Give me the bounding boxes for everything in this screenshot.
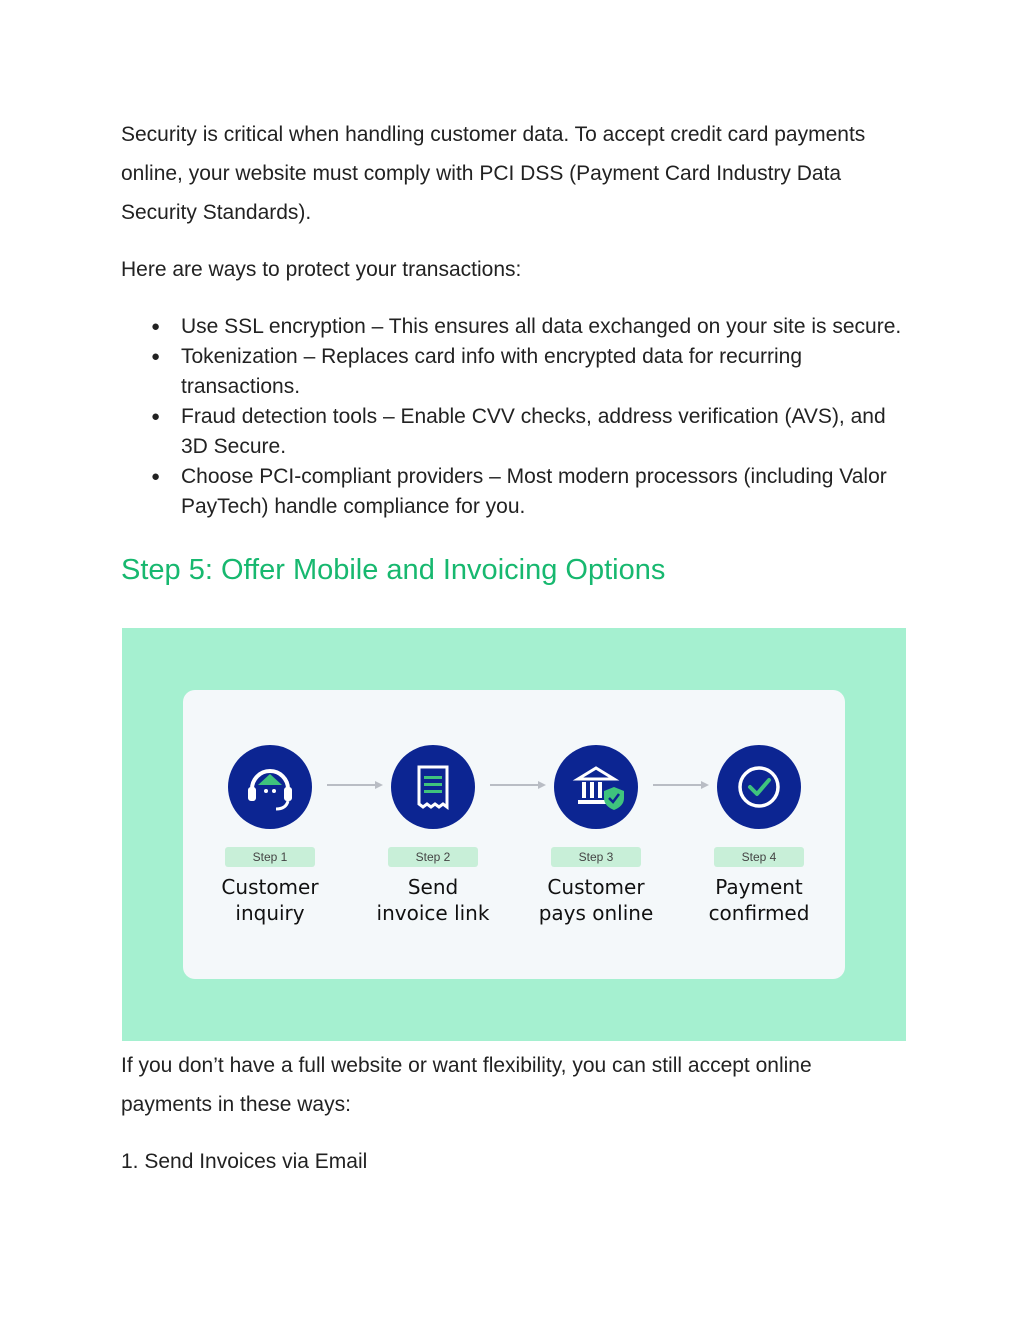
intro-paragraph: Security is critical when handling customer data. To accept credit card payments online, your website must comply with PCI DSS (Payment Card Industry Data Security Standards). [121, 123, 866, 224]
step-label-line: Customer [221, 875, 319, 899]
step-label-line: Payment [715, 875, 803, 899]
step-tag: Step 1 [225, 847, 315, 867]
list-item [121, 312, 911, 342]
security-bullet-list [121, 312, 911, 522]
list-item [121, 402, 911, 462]
step-label [200, 874, 340, 926]
step-tag: Step 3 [551, 847, 641, 867]
section-heading: Step 5: Offer Mobile and Invoicing Options [121, 554, 666, 586]
bullet-dot-icon: ● [151, 408, 161, 425]
step-label [363, 874, 503, 926]
arrow-right-icon [327, 780, 383, 790]
diagram-card [183, 690, 845, 979]
step-label-line: invoice link [376, 901, 490, 925]
check-circle-icon [717, 745, 801, 829]
list-item-text: Fraud detection tools – Enable CVV checks, address verification (AVS), and 3D Secure. [181, 405, 886, 458]
bank-shield-icon [554, 745, 638, 829]
invoice-icon [391, 745, 475, 829]
step-label-line: inquiry [235, 901, 305, 925]
headset-icon [228, 745, 312, 829]
step-tag: Step 2 [388, 847, 478, 867]
list-item [121, 462, 911, 522]
step-label [689, 874, 829, 926]
step-tag: Step 4 [714, 847, 804, 867]
ways-intro-paragraph: Here are ways to protect your transactions: [121, 258, 522, 281]
step-label-line: pays online [538, 901, 654, 925]
bullet-dot-icon: ● [151, 318, 161, 335]
arrow-right-icon [490, 780, 546, 790]
step-label-line: Send [407, 875, 459, 899]
bullet-dot-icon: ● [151, 348, 161, 365]
list-item-text: Tokenization – Replaces card info with encrypted data for recurring transactions. [181, 345, 802, 398]
step-label [526, 874, 666, 926]
bullet-dot-icon: ● [151, 468, 161, 485]
invoice-flow-diagram [122, 628, 906, 1041]
step-label-line: Customer [547, 875, 645, 899]
arrow-right-icon [653, 780, 709, 790]
numbered-item: 1. Send Invoices via Email [121, 1150, 368, 1173]
flexibility-paragraph: If you don’t have a full website or want flexibility, you can still accept online payments in these ways: [121, 1054, 812, 1116]
list-item [121, 342, 911, 402]
step-label-line: confirmed [708, 901, 810, 925]
list-item-text: Use SSL encryption – This ensures all data exchanged on your site is secure. [181, 315, 902, 338]
list-item-text: Choose PCI-compliant providers – Most modern processors (including Valor PayTech) handle compliance for you. [181, 465, 887, 518]
